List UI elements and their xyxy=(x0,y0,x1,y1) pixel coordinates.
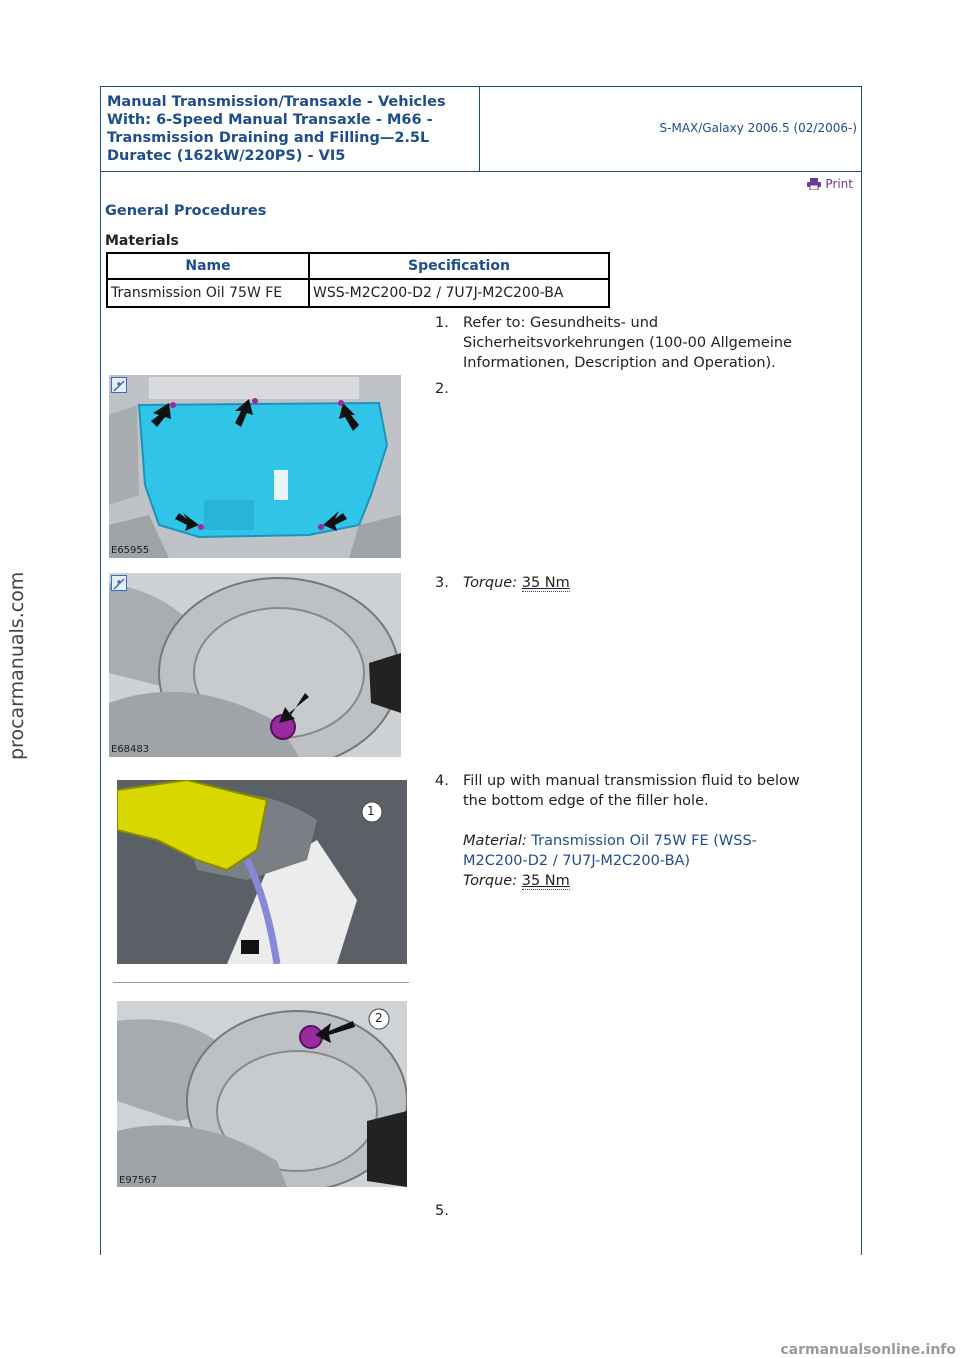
side-watermark: procarmanuals.com xyxy=(6,571,28,760)
materials-table xyxy=(106,252,610,308)
zoom-icon[interactable] xyxy=(111,575,127,591)
fill-transmission-illustration xyxy=(117,780,407,964)
torque-label: Torque: xyxy=(463,575,518,591)
torque-line xyxy=(463,871,800,891)
step-1 xyxy=(435,313,855,377)
print-label: Print xyxy=(825,177,853,191)
material-link[interactable]: Transmission Oil 75W FE (WSS- xyxy=(531,833,757,849)
step-number: 5. xyxy=(435,1203,449,1219)
title-line: Duratec (162kW/220PS) - VI5 xyxy=(107,148,346,164)
page-title xyxy=(107,93,477,165)
header-divider xyxy=(479,87,480,171)
drain-plug-illustration xyxy=(109,573,401,757)
section-title: General Procedures xyxy=(105,203,267,219)
drain-plug-image[interactable] xyxy=(109,573,401,757)
step-text xyxy=(463,313,792,373)
material-spec-cell: WSS-M2C200-D2 / 7U7J-M2C200-BA xyxy=(309,279,609,307)
underbody-shield-illustration xyxy=(109,375,401,558)
step-5 xyxy=(435,1201,495,1223)
printer-icon xyxy=(807,178,821,190)
step-3 xyxy=(435,573,735,595)
column-header-specification: Specification xyxy=(309,253,609,279)
material-link-continued[interactable]: M2C200-D2 / 7U7J-M2C200-BA) xyxy=(463,853,691,869)
column-header-name: Name xyxy=(107,253,309,279)
header xyxy=(101,87,861,172)
step-line: Fill up with manual transmission fluid to below xyxy=(463,773,800,789)
callout-1: 1 xyxy=(367,804,375,818)
step-line: the bottom edge of the filler hole. xyxy=(463,793,709,809)
fill-transmission-image[interactable] xyxy=(117,780,407,964)
step-2 xyxy=(435,379,495,401)
image-code: E65955 xyxy=(111,545,150,556)
filler-plug-illustration xyxy=(117,1001,407,1187)
step-number: 2. xyxy=(435,381,449,397)
title-line: With: 6-Speed Manual Transaxle - M66 - xyxy=(107,112,433,128)
step-line: Refer to: Gesundheits- und xyxy=(463,315,659,331)
torque-value-link[interactable]: 35 Nm xyxy=(521,873,570,889)
material-label: Material: xyxy=(463,833,527,849)
material-line xyxy=(463,831,800,851)
vehicle-model: S-MAX/Galaxy 2006.5 (02/2006-) xyxy=(659,121,857,135)
image-divider xyxy=(113,982,409,983)
step-line: Sicherheitsvorkehrungen (100-00 Allgemeine xyxy=(463,335,792,351)
torque-value-link[interactable]: 35 Nm xyxy=(521,575,570,591)
title-line: Transmission Draining and Filling—2.5L xyxy=(107,130,430,146)
print-button[interactable] xyxy=(807,177,853,191)
table-header-row xyxy=(107,253,609,279)
materials-label: Materials xyxy=(105,233,179,249)
footer-watermark: carmanualsonline.info xyxy=(780,1342,956,1358)
step-number: 3. xyxy=(435,575,449,591)
underbody-shield-image[interactable] xyxy=(109,375,401,558)
step-text xyxy=(463,573,570,593)
image-code: E68483 xyxy=(111,744,150,755)
torque-label: Torque: xyxy=(463,873,518,889)
zoom-icon[interactable] xyxy=(111,377,127,393)
material-name-cell: Transmission Oil 75W FE xyxy=(107,279,309,307)
filler-plug-image[interactable] xyxy=(117,1001,407,1187)
title-line: Manual Transmission/Transaxle - Vehicles xyxy=(107,94,446,110)
document-frame xyxy=(100,86,862,1255)
step-number: 4. xyxy=(435,773,449,789)
image-code: E97567 xyxy=(119,1175,158,1186)
step-text xyxy=(463,771,800,891)
step-4 xyxy=(435,771,855,901)
callout-2: 2 xyxy=(375,1011,383,1025)
step-line: Informationen, Description and Operation). xyxy=(463,355,776,371)
step-number: 1. xyxy=(435,315,449,331)
table-row xyxy=(107,279,609,307)
